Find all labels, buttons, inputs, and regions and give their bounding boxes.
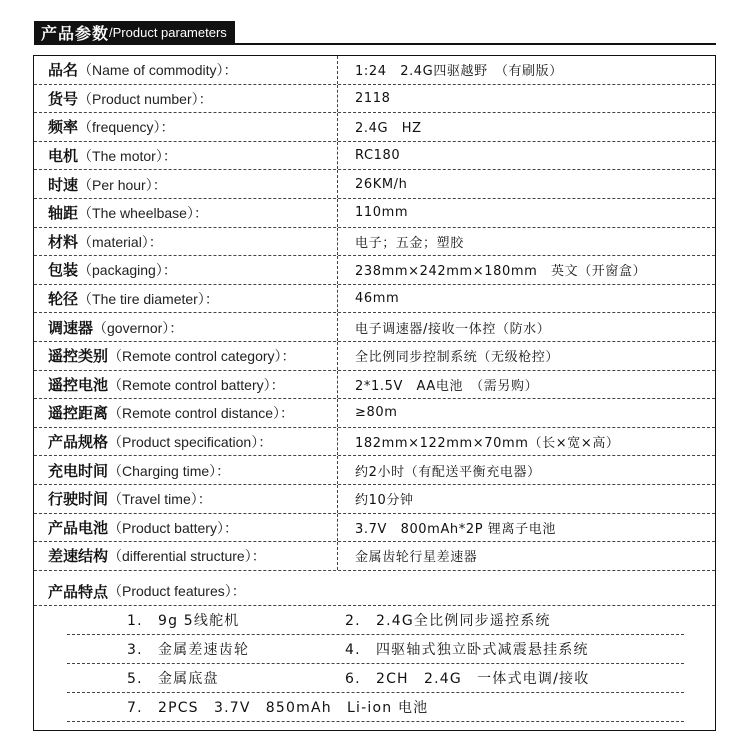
param-label	[34, 288, 337, 309]
param-label-en: （Product number）：	[78, 90, 213, 107]
param-value: 3.7V 800mAh*2P 锂离子电池	[337, 514, 715, 542]
param-label-en: （material）：	[78, 233, 163, 250]
param-label-en: （Charging time）：	[108, 462, 231, 479]
param-row	[34, 228, 715, 257]
param-label	[34, 202, 337, 223]
param-label-cn: 遥控距离	[48, 404, 109, 423]
param-label-cn: 品名	[48, 61, 79, 80]
param-row	[34, 285, 715, 314]
feature-item: 4. 四驱轴式独立卧式减震悬挂系统	[345, 642, 589, 658]
param-row	[34, 85, 715, 114]
param-label	[34, 174, 337, 195]
param-value: 金属齿轮行星差速器	[337, 542, 715, 570]
features-heading-en: （Product features）：	[108, 583, 246, 599]
feature-item: 2. 2.4G全比例同步遥控系统	[345, 613, 551, 629]
feature-item: 5. 金属底盘	[127, 671, 219, 687]
param-value: 约2小时（有配送平衡充电器）	[337, 456, 715, 484]
param-label-en: （The tire diameter）：	[78, 291, 219, 308]
param-label	[34, 402, 337, 423]
param-row	[34, 485, 715, 514]
param-label	[34, 88, 337, 109]
param-value: ≥80m	[337, 399, 715, 427]
param-label-en: （Remote control battery）：	[108, 376, 285, 393]
feature-item: 7. 2PCS 3.7V 850mAh Li-ion 电池	[127, 700, 429, 716]
param-row	[34, 313, 715, 342]
param-row	[34, 542, 715, 571]
param-value: 电子调速器/接收一体控（防水）	[337, 313, 715, 341]
param-label	[34, 431, 337, 452]
param-label-cn: 材料	[48, 232, 79, 251]
param-row	[34, 170, 715, 199]
param-value: 2*1.5V AA电池 （需另购）	[337, 371, 715, 399]
param-row	[34, 342, 715, 371]
param-value: RC180	[337, 142, 715, 170]
feature-item: 6. 2CH 2.4G 一体式电调/接收	[345, 671, 590, 687]
param-label-en: （The wheelbase）：	[78, 205, 208, 222]
section-title-cn: 产品参数	[41, 24, 110, 43]
param-label	[34, 374, 337, 395]
param-label-cn: 差速结构	[48, 547, 109, 566]
param-label	[34, 259, 337, 280]
section-title	[34, 21, 235, 44]
param-label	[34, 345, 337, 366]
parameters-table	[33, 55, 716, 731]
feature-item: 1. 9g 5线舵机	[127, 613, 240, 629]
param-value: 46mm	[337, 285, 715, 313]
param-label-cn: 产品电池	[48, 518, 109, 537]
param-row	[34, 113, 715, 142]
param-label	[34, 517, 337, 538]
param-label	[34, 231, 337, 252]
param-value: 1:24 2.4G四驱越野 （有刷版）	[337, 56, 715, 84]
param-row	[34, 456, 715, 485]
param-label	[34, 116, 337, 137]
feature-row	[67, 606, 684, 635]
param-label-en: （The motor）：	[78, 148, 177, 165]
param-value: 约10分钟	[337, 485, 715, 513]
param-label-en: （Remote control distance）：	[108, 405, 294, 422]
param-value: 2118	[337, 85, 715, 113]
param-value: 26KM/h	[337, 170, 715, 198]
param-label-en: （Product battery）：	[108, 519, 238, 536]
param-label	[34, 145, 337, 166]
param-label-cn: 电机	[48, 147, 79, 166]
param-label	[34, 545, 337, 566]
param-label-cn: 包装	[48, 261, 79, 280]
param-value: 电子；五金；塑胶	[337, 228, 715, 256]
feature-row	[67, 693, 684, 722]
param-label	[34, 317, 337, 338]
param-label-cn: 遥控类别	[48, 347, 109, 366]
param-label-en: （Product specification）：	[108, 434, 273, 451]
param-label	[34, 460, 337, 481]
param-label-en: （packaging）：	[78, 262, 177, 279]
param-row	[34, 428, 715, 457]
title-underline	[34, 43, 716, 45]
param-row	[34, 142, 715, 171]
feature-row	[67, 635, 684, 664]
param-label	[34, 59, 337, 80]
param-value: 238mm×242mm×180mm 英文（开窗盒）	[337, 256, 715, 284]
param-label-cn: 轴距	[48, 204, 79, 223]
param-row	[34, 514, 715, 543]
param-label-cn: 产品规格	[48, 433, 109, 452]
param-row	[34, 56, 715, 85]
param-label-cn: 货号	[48, 89, 79, 108]
param-label-cn: 行驶时间	[48, 490, 109, 509]
param-label-cn: 频率	[48, 118, 79, 137]
features-heading	[34, 577, 715, 606]
feature-item: 3. 金属差速齿轮	[127, 642, 250, 658]
param-label-en: （Per hour）：	[78, 176, 167, 193]
param-row	[34, 199, 715, 228]
param-label-cn: 时速	[48, 175, 79, 194]
param-value: 2.4G HZ	[337, 113, 715, 141]
param-label-en: （frequency）：	[78, 119, 175, 136]
features-heading-cn: 产品特点	[48, 582, 109, 601]
param-label-cn: 遥控电池	[48, 375, 109, 394]
feature-row	[67, 664, 684, 693]
param-label-en: （Name of commodity）：	[78, 62, 238, 79]
param-value: 182mm×122mm×70mm（长×宽×高）	[337, 428, 715, 456]
section-title-en: /Product parameters	[109, 25, 227, 40]
param-label	[34, 488, 337, 509]
param-label-en: （Travel time）：	[108, 491, 212, 508]
param-row	[34, 256, 715, 285]
param-label-en: （Remote control category）：	[108, 348, 296, 365]
param-label-cn: 轮径	[48, 290, 79, 309]
param-label-en: （governor）：	[93, 319, 184, 336]
param-label-en: （differential structure）：	[108, 548, 266, 565]
param-value: 全比例同步控制系统（无级枪控）	[337, 342, 715, 370]
param-label-cn: 充电时间	[48, 461, 109, 480]
param-row	[34, 371, 715, 400]
param-label-cn: 调速器	[48, 318, 94, 337]
param-value: 110mm	[337, 199, 715, 227]
param-row	[34, 399, 715, 428]
